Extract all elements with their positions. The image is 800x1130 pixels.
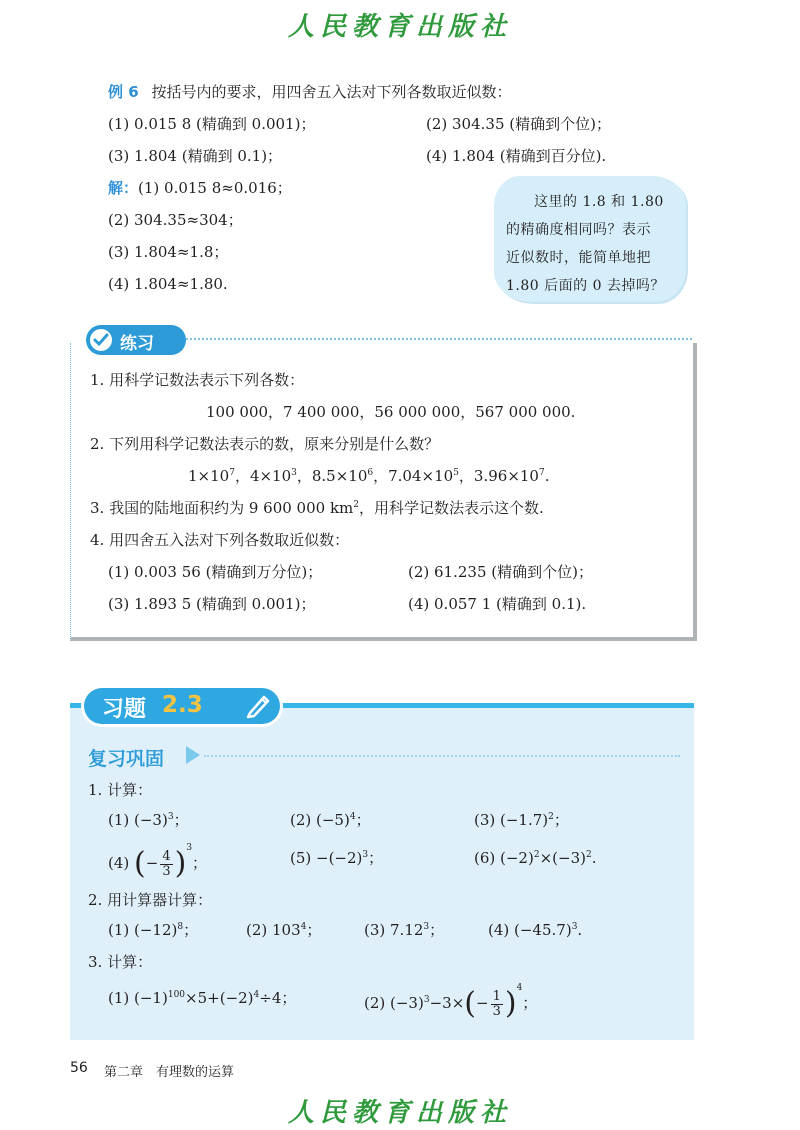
exercise-q2-2 bbox=[246, 920, 321, 940]
term-c-exp: 6 bbox=[367, 468, 374, 478]
term-c: ，8.5×10 bbox=[296, 467, 368, 485]
example-header bbox=[108, 82, 511, 102]
term-b: ，4×10 bbox=[234, 467, 292, 485]
practice-q3 bbox=[90, 498, 544, 518]
term-d: ，7.04×10 bbox=[373, 467, 454, 485]
exercise-q1-2 bbox=[290, 810, 371, 830]
practice-q4-1: (1) 0.003 56 (精确到万分位)； bbox=[108, 563, 323, 581]
term-a-exp: 7 bbox=[229, 468, 235, 478]
e1-4-den: 3 bbox=[162, 863, 171, 879]
e3-2-lparen: ( bbox=[464, 986, 476, 1021]
publisher-logo-bottom: 人民教育出版社 bbox=[287, 1098, 512, 1128]
solution-line-1 bbox=[108, 178, 292, 198]
review-divider bbox=[204, 755, 680, 757]
exercise-q3-2 bbox=[364, 983, 538, 1021]
bubble-line-4: 1.80 后面的 0 去掉吗？ bbox=[506, 278, 665, 294]
e1-3-exp: 2 bbox=[548, 812, 554, 822]
e2-3-post: ； bbox=[429, 921, 445, 939]
exercise-q1-3 bbox=[474, 810, 569, 830]
solution-2: (2) 304.35≈304； bbox=[108, 211, 243, 229]
chapter-title: 第二章 有理数的运算 bbox=[104, 1065, 235, 1080]
term-e-exp: 7 bbox=[538, 468, 545, 478]
e3-2-rparen: ) bbox=[504, 986, 517, 1021]
e1-5-pre: (5) −(−2) bbox=[290, 849, 363, 867]
e1-4-rparen: ) bbox=[174, 846, 187, 881]
e3-1-mid: ×5+(−2) bbox=[185, 989, 254, 1007]
exercise-q3-1 bbox=[108, 988, 296, 1008]
exercise-q1-4 bbox=[108, 843, 208, 881]
e3-2-pre: (2) (−3) bbox=[364, 994, 424, 1012]
page-number: 56 bbox=[70, 1060, 88, 1076]
e1-2-exp: 4 bbox=[349, 812, 356, 822]
e2-1-post: ； bbox=[183, 921, 199, 939]
e1-6-post: . bbox=[591, 849, 597, 867]
solution-4: (4) 1.804≈1.80. bbox=[108, 275, 228, 293]
exercise-q1: 1. 计算： bbox=[88, 781, 153, 799]
practice-q3-post: ，用科学记数法表示这个数. bbox=[359, 499, 544, 517]
e3-2-mid: −3× bbox=[429, 994, 465, 1012]
pencil-icon bbox=[244, 693, 272, 719]
e2-1-exp: 8 bbox=[177, 922, 184, 932]
example-q2: (2) 304.35 (精确到个位)； bbox=[426, 115, 611, 133]
term-a: 1×10 bbox=[188, 467, 230, 485]
practice-divider bbox=[186, 338, 692, 340]
e1-1-exp: 3 bbox=[167, 812, 174, 822]
e3-1-exp2: 4 bbox=[253, 990, 260, 1000]
e3-1-post: ÷4； bbox=[259, 989, 297, 1007]
e3-2-fraction bbox=[491, 990, 503, 1019]
e2-3-pre: (3) 7.12 bbox=[364, 921, 424, 939]
e1-4-sign: − bbox=[145, 854, 159, 872]
practice-q3-exp: 2 bbox=[353, 500, 360, 510]
thought-bubble-text bbox=[506, 188, 681, 300]
e1-5-exp: 3 bbox=[362, 850, 369, 860]
example-q1: (1) 0.015 8 (精确到 0.001)； bbox=[108, 115, 316, 133]
e3-2-sign: − bbox=[475, 994, 489, 1012]
e1-1-post: ； bbox=[173, 811, 189, 829]
e1-4-fraction bbox=[160, 850, 172, 879]
e1-4-lparen: ( bbox=[134, 846, 146, 881]
example-label: 例 6 bbox=[108, 83, 139, 101]
e2-4-exp: 3 bbox=[571, 922, 578, 932]
exercise-q2: 2. 用计算器计算： bbox=[88, 891, 213, 909]
exercise-q2-1 bbox=[108, 920, 198, 940]
e2-3-exp: 3 bbox=[423, 922, 430, 932]
e2-2-pre: (2) 103 bbox=[246, 921, 301, 939]
publisher-logo-top: 人民教育出版社 bbox=[287, 12, 512, 42]
practice-title: 练习 bbox=[120, 334, 154, 354]
bubble-line-2: 的精确度相同吗？表示 bbox=[506, 222, 651, 238]
e1-4-num: 4 bbox=[162, 848, 171, 864]
exercise-q1-5 bbox=[290, 848, 383, 868]
e1-2-pre: (2) (−5) bbox=[290, 811, 350, 829]
e2-4-post: . bbox=[577, 921, 583, 939]
e1-1-pre: (1) (−3) bbox=[108, 811, 168, 829]
solution-1: (1) 0.015 8≈0.016； bbox=[138, 179, 292, 197]
practice-q1-values: 100 000，7 400 000，56 000 000，567 000 000. bbox=[206, 403, 576, 421]
e2-4-pre: (4) (−45.7) bbox=[488, 921, 572, 939]
exercise-q1-6 bbox=[474, 848, 596, 868]
practice-q2-values bbox=[188, 466, 550, 486]
term-b-exp: 3 bbox=[291, 468, 297, 478]
e1-6-pre: (6) (−2) bbox=[474, 849, 534, 867]
e1-6-mid: ×(−3) bbox=[539, 849, 586, 867]
e1-4-exp: 3 bbox=[186, 843, 193, 853]
e3-1-exp: 100 bbox=[167, 990, 186, 1000]
exercise-q3: 3. 计算： bbox=[88, 953, 153, 971]
e3-2-num: 1 bbox=[492, 988, 501, 1004]
e3-1-pre: (1) (−1) bbox=[108, 989, 168, 1007]
example-q3: (3) 1.804 (精确到 0.1)； bbox=[108, 147, 283, 165]
practice-q4-4: (4) 0.057 1 (精确到 0.1). bbox=[408, 595, 587, 613]
practice-q4-3: (3) 1.893 5 (精确到 0.001)； bbox=[108, 595, 316, 613]
e3-2-exp2: 4 bbox=[516, 983, 523, 993]
e2-2-post: ； bbox=[306, 921, 322, 939]
practice-check-icon bbox=[88, 327, 114, 353]
practice-q4: 4. 用四舍五入法对下列各数取近似数： bbox=[90, 531, 350, 549]
e1-6-exp: 2 bbox=[533, 850, 540, 860]
exercise-q2-3 bbox=[364, 920, 444, 940]
exercise-number: 2.3 bbox=[162, 692, 203, 718]
e1-4-post: ； bbox=[192, 854, 208, 872]
bubble-line-3: 近似数时，能简单地把 bbox=[506, 250, 651, 266]
e3-2-post: ； bbox=[522, 994, 538, 1012]
review-arrow-icon bbox=[186, 746, 200, 764]
practice-q2: 2. 下列用科学记数法表示的数，原来分别是什么数？ bbox=[90, 435, 440, 453]
bubble-line-1: 这里的 1.8 和 1.80 bbox=[534, 194, 664, 210]
term-e: ，3.96×10 bbox=[458, 467, 539, 485]
e2-2-exp: 4 bbox=[300, 922, 307, 932]
solution-3: (3) 1.804≈1.8； bbox=[108, 243, 229, 261]
e1-6-exp2: 2 bbox=[585, 850, 592, 860]
solution-label: 解： bbox=[108, 179, 139, 197]
e1-3-pre: (3) (−1.7) bbox=[474, 811, 549, 829]
exercise-q2-4 bbox=[488, 920, 582, 940]
example-q4: (4) 1.804 (精确到百分位). bbox=[426, 147, 607, 165]
exercise-title: 习题 bbox=[102, 697, 147, 722]
e1-2-post: ； bbox=[355, 811, 371, 829]
e3-2-den: 3 bbox=[492, 1003, 501, 1019]
e1-3-post: ； bbox=[553, 811, 569, 829]
e1-4-pre: (4) bbox=[108, 854, 135, 872]
e2-1-pre: (1) (−12) bbox=[108, 921, 178, 939]
practice-q4-2: (2) 61.235 (精确到个位)； bbox=[408, 563, 593, 581]
example-prompt: 按括号内的要求，用四舍五入法对下列各数取近似数： bbox=[151, 83, 512, 101]
practice-q3-pre: 3. 我国的陆地面积约为 9 600 000 km bbox=[90, 499, 354, 517]
review-section-title: 复习巩固 bbox=[88, 748, 165, 770]
exercise-q1-1 bbox=[108, 810, 189, 830]
term-end: . bbox=[544, 467, 550, 485]
e3-2-exp: 3 bbox=[423, 995, 430, 1005]
term-d-exp: 5 bbox=[453, 468, 459, 478]
practice-q1: 1. 用科学记数法表示下列各数： bbox=[90, 371, 305, 389]
e1-5-post: ； bbox=[368, 849, 384, 867]
